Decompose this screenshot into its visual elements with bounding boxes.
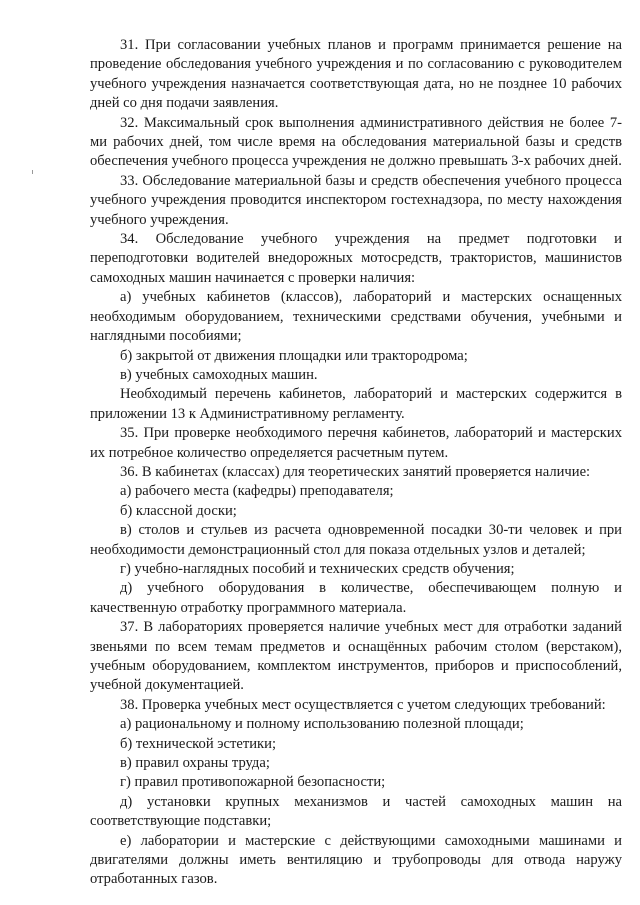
- list-item-36c: в) столов и стульев из расчета одновременной посадки 30-ти человек и при необходимости демонстрационный стол для показа отдельных узлов и деталей;: [90, 522, 622, 558]
- list-item-38f: е) лаборатории и мастерские с действующими самоходными машинами и двигателями должны иметь вентиляцию и трубопроводы для отвода наружу отработанных газов.: [90, 832, 622, 888]
- list-item-34b: б) закрытой от движения площадки или трактородрома;: [120, 347, 468, 364]
- list-item-36d: г) учебно-наглядных пособий и технических средств обучения;: [120, 560, 515, 577]
- list-item-38d: г) правил противопожарной безопасности;: [120, 774, 386, 791]
- paragraph-35: 35. При проверке необходимого перечня кабинетов, лабораторий и мастерских их потребное количество определяется расчетным путем.: [90, 425, 622, 461]
- list-item-38b: б) технической эстетики;: [120, 735, 277, 752]
- list-item-38c: в) правил охраны труда;: [120, 755, 270, 772]
- paragraph-31: 31. При согласовании учебных планов и программ принимается решение на проведение обследования учебного учреждения и по согласованию с руководителем учебного учреждения назначается соответствующая дата, но не позднее 10 рабочих дней со дня подачи заявления.: [90, 37, 622, 112]
- paragraph-37: 37. В лабораториях проверяется наличие учебных мест для отработки заданий звеньями по всем темам предметов и оснащённых рабочим столом (верстаком), учебным оборудованием, комплектом инструментов, приборов и приспособлений, учебной документацией.: [90, 619, 622, 694]
- paragraph-36: 36. В кабинетах (классах) для теоретических занятий проверяется наличие:: [120, 463, 591, 480]
- list-item-38e: д) установки крупных механизмов и частей самоходных машин на соответствующие подставки;: [90, 793, 622, 830]
- list-item-34c: в) учебных самоходных машин.: [120, 366, 318, 383]
- paragraph-38: 38. Проверка учебных мест осуществляется с учетом следующих требований:: [120, 696, 606, 713]
- paragraph-34-note: Необходимый перечень кабинетов, лабораторий и мастерских содержится в приложении 13 к Административному регламенту.: [90, 386, 622, 422]
- list-item-34a: а) учебных кабинетов (классов), лабораторий и мастерских оснащенных необходимым оборудованием, техническими средствами обучения, учебными и наглядными пособиями;: [90, 289, 622, 345]
- document-page: [90, 36, 622, 890]
- list-item-36e: д) учебного оборудования в количестве, обеспечивающем полную и качественную отработку программного материала.: [90, 580, 622, 616]
- paragraph-33: 33. Обследование материальной базы и средств обеспечения учебного процесса учебного учреждения проводится инспектором гостехнадзора, по месту нахождения учебного учреждения.: [90, 172, 622, 228]
- list-item-38a: а) рациональному и полному использованию полезной площади;: [120, 716, 524, 733]
- list-item-36b: б) классной доски;: [120, 502, 237, 519]
- paragraph-34: 34. Обследование учебного учреждения на предмет подготовки и переподготовки водителей внедорожных мотосредств, трактористов, машинистов самоходных машин начинается с проверки наличия:: [90, 231, 622, 286]
- paragraph-32: 32. Максимальный срок выполнения административного действия не более 7-ми рабочих дней, том числе время на обследования материальной базы и средств обеспечения учебного процесса учреждения не должно превышать 3-х рабочих дней.: [90, 114, 622, 170]
- scan-artifact: [32, 170, 33, 174]
- list-item-36a: а) рабочего места (кафедры) преподавателя;: [120, 483, 394, 500]
